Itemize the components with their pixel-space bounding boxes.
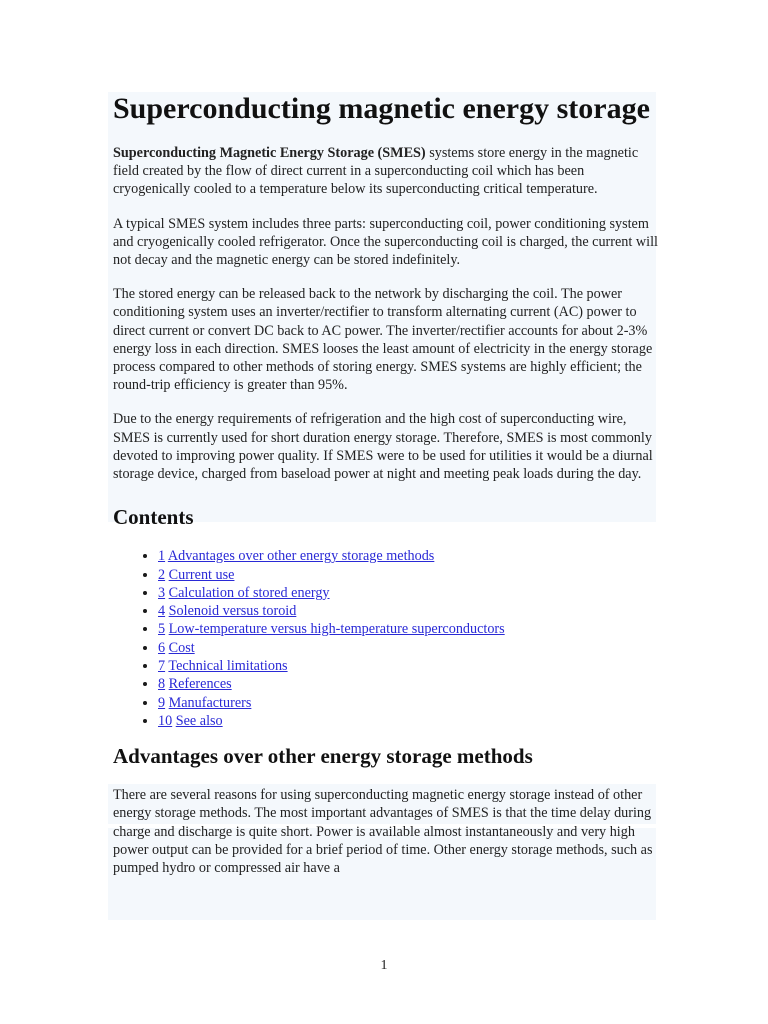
toc-number: 5 [158,621,166,638]
toc-link-solenoid-label[interactable]: Solenoid versus toroid [168,603,297,620]
toc-link-manufacturers[interactable] [158,695,165,711]
advantages-heading: Advantages over other energy storage methods [113,744,533,769]
paragraph-discharge: The stored energy can be released back to the network by discharging the coil. The power conditioning system uses an inverter/rectifier to transform alternating current (AC) power to direct current or convert DC back to AC power. The inverter/rectifier accounts for about 2-3% energy loss in each direction. SMES looses the least amount of electricity in the energy storage process compared to other methods of storing energy. SMES systems are highly efficient; the round-trip efficiency is greater than 95%. [113,286,653,394]
toc-link-references-label[interactable]: References [168,676,232,693]
toc-item [158,602,658,620]
toc-link-references[interactable] [158,676,165,692]
paragraph-components: A typical SMES system includes three parts: superconducting coil, power conditioning system and cryogenically cooled refrigerator. Once the superconducting coil is charged, the current will not decay and the magnetic energy can be stored indefinitely. [113,215,658,269]
contents-heading: Contents [113,505,194,530]
toc-number: 9 [158,694,166,711]
toc-link-cost[interactable] [158,640,165,656]
toc-link-superconductors-label[interactable]: Low-temperature versus high-temperature superconductors [168,621,505,638]
toc-link-current-use-label[interactable]: Current use [168,566,235,583]
page-title: Superconducting magnetic energy storage [113,92,650,125]
intro-bold-term: Superconducting Magnetic Energy Storage (SMES) [113,145,426,161]
toc-link-advantages-label[interactable]: Advantages over other energy storage methods [167,548,435,565]
advantages-paragraph: There are several reasons for using superconducting magnetic energy storage instead of other energy storage methods. The most important advantages of SMES is that the time delay during charge and discharge is quite short. Power is available almost instantaneously and very high power output can be provided for a brief period of time. Other energy storage methods, such as pumped hydro or compressed air have a [113,787,653,877]
toc-link-see-also[interactable] [158,713,172,729]
toc-item [158,694,658,712]
toc-link-superconductors[interactable] [158,621,165,637]
toc-number: 10 [158,712,173,729]
page-number: 1 [380,958,388,973]
toc-link-solenoid[interactable] [158,603,165,619]
toc-link-calculation-label[interactable]: Calculation of stored energy [168,584,330,601]
toc-number: 6 [158,639,166,656]
toc-link-calculation[interactable] [158,585,165,601]
toc-link-cost-label[interactable]: Cost [168,639,195,656]
toc-number: 3 [158,584,166,601]
toc-item [158,639,658,657]
toc-link-limitations[interactable] [158,658,165,674]
paragraph-usage: Due to the energy requirements of refrigeration and the high cost of superconducting wire, SMES is currently used for short duration energy storage. Therefore, SMES is most commonly devoted to improving power quality. If SMES were to be used for utilities it would be a diurnal storage device, charged from baseload power at night and meeting peak loads during the day. [113,411,653,483]
intro-paragraph [113,144,658,199]
toc-link-advantages[interactable] [158,548,165,564]
toc-number: 8 [158,676,166,693]
document-page [113,90,658,893]
toc-link-current-use[interactable] [158,567,165,583]
toc-item [158,657,658,675]
toc-item [158,712,658,730]
toc-number: 4 [158,603,166,620]
toc-link-manufacturers-label[interactable]: Manufacturers [168,694,252,711]
toc-link-see-also-label[interactable]: See also [175,712,223,729]
toc-item [158,584,658,602]
toc-item [158,566,658,584]
toc-item [158,675,658,693]
toc-number: 1 [158,548,166,565]
toc-link-limitations-label[interactable]: Technical limitations [168,658,288,675]
toc-number: 7 [158,658,166,675]
toc-item [158,547,658,565]
intro-text: systems store energy in the magnetic field created by the flow of direct current in a superconducting coil which has been cryogenically cooled to a temperature below its superconducting critical temperature. [113,145,639,198]
toc-item [158,620,658,638]
table-of-contents [113,547,658,730]
toc-number: 2 [158,566,166,583]
